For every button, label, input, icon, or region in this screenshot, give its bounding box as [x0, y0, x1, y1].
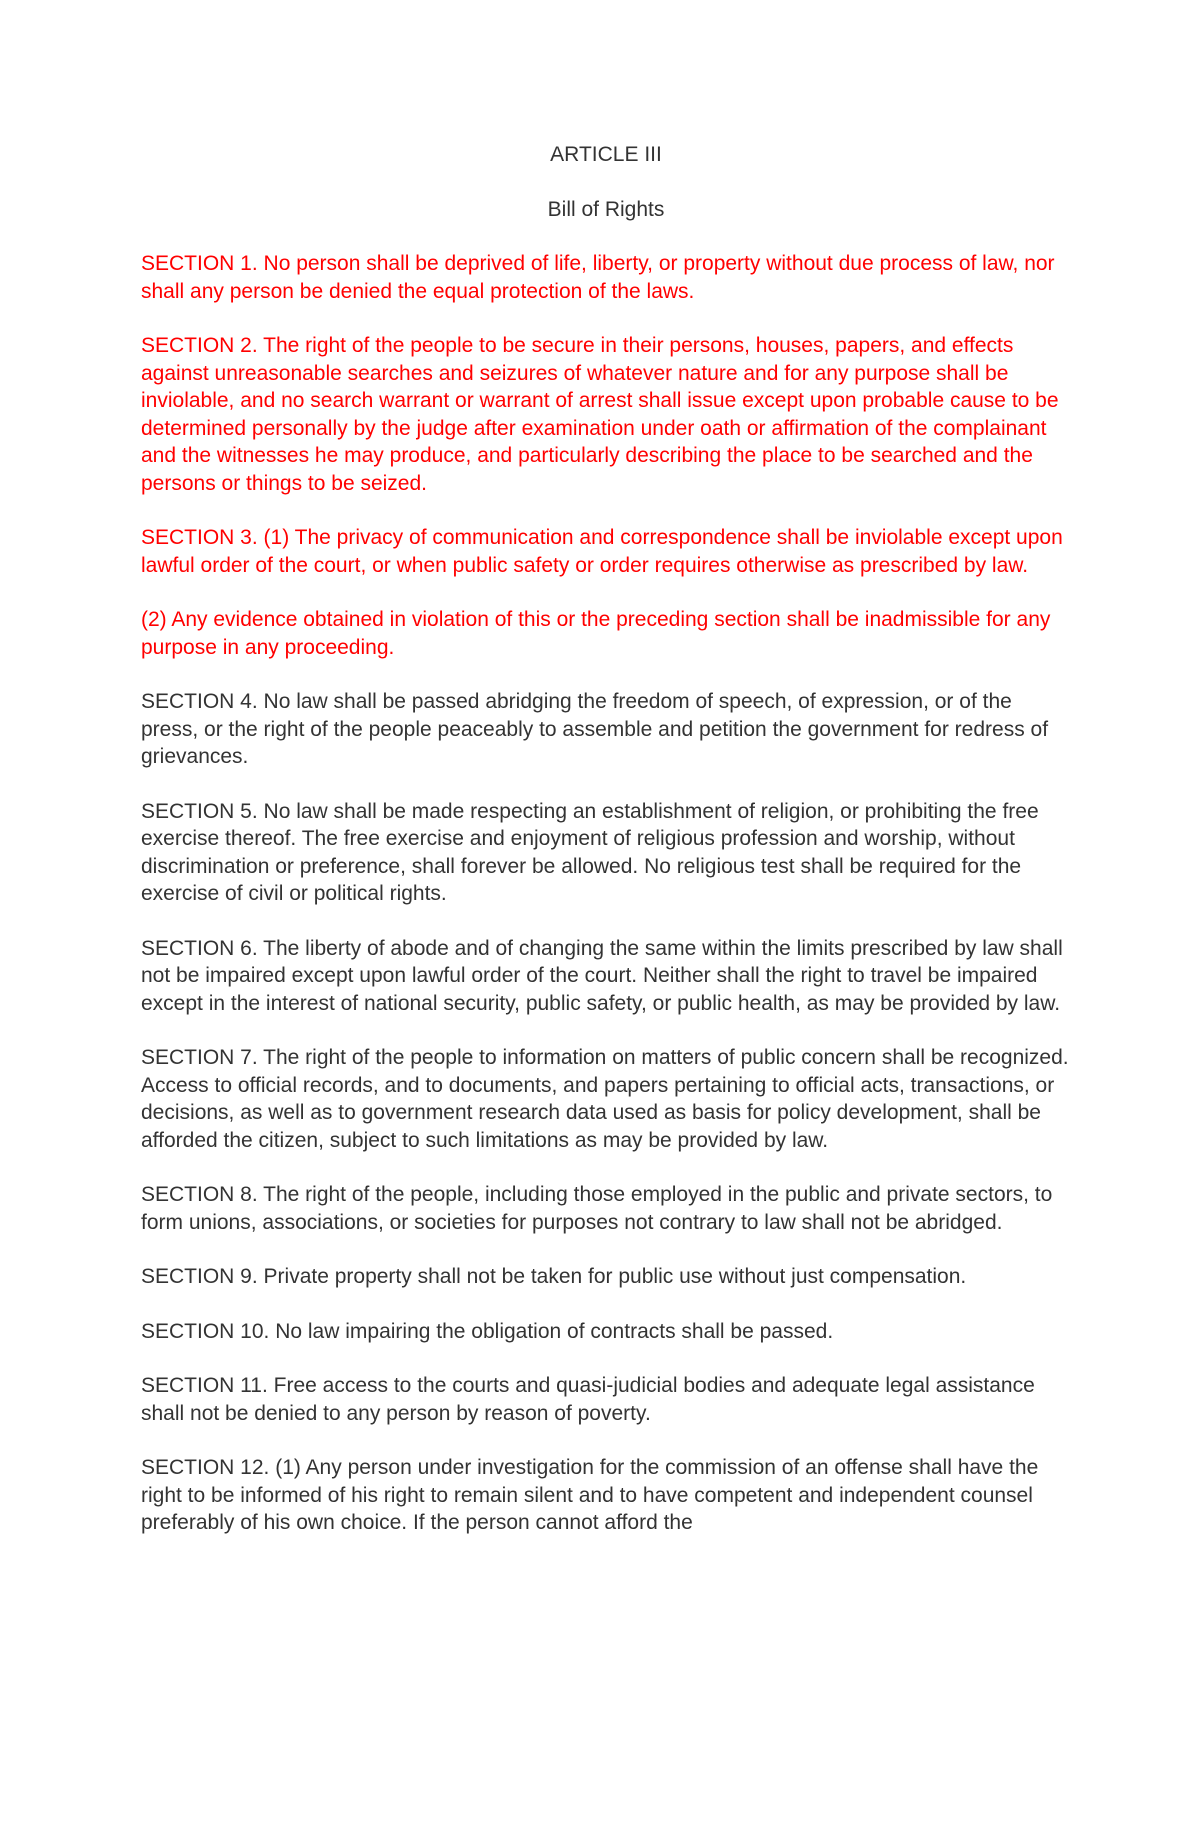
document-body: [141, 141, 1071, 1564]
section-7-paragraph: SECTION 7. The right of the people to information on matters of public concern shall be recognized. Access to official records, and to documents, and papers pertaining to official acts, transactions, or decisions, as well as to government research data used as basis for policy development, shall be afforded the citizen, subject to such limitations as may be provided by law.: [141, 1046, 1069, 1152]
section-9-paragraph: SECTION 9. Private property shall not be taken for public use without just compensation.: [141, 1265, 967, 1288]
section-11-paragraph: SECTION 11. Free access to the courts and quasi-judicial bodies and adequate legal assistance shall not be denied to any person by reason of poverty.: [141, 1374, 1035, 1425]
section-3-subparagraph-2: (2) Any evidence obtained in violation of this or the preceding section shall be inadmissible for any purpose in any proceeding.: [141, 608, 1051, 659]
section-6-paragraph: SECTION 6. The liberty of abode and of changing the same within the limits prescribed by law shall not be impaired except upon lawful order of the court. Neither shall the right to travel be impaired except in the interest of national security, public safety, or public health, as may be provided by law.: [141, 936, 1063, 1015]
section-5-paragraph: SECTION 5. No law shall be made respecting an establishment of religion, or prohibiting the free exercise thereof. The free exercise and enjoyment of religious profession and worship, without discrimination or preference, shall forever be allowed. No religious test shall be required for the exercise of civil or political rights.: [141, 799, 1039, 905]
section-10-paragraph: SECTION 10. No law impairing the obligation of contracts shall be passed.: [141, 1319, 834, 1343]
section-3-paragraph: SECTION 3. (1) The privacy of communication and correspondence shall be inviolable except upon lawful order of the court, or when public safety or order requires otherwise as prescribed by law.: [141, 526, 1063, 577]
article-subtitle: Bill of Rights: [547, 197, 665, 221]
section-1-paragraph: SECTION 1. No person shall be deprived of life, liberty, or property without due process of law, nor shall any person be denied the equal protection of the laws.: [141, 252, 1055, 303]
section-2-paragraph: SECTION 2. The right of the people to be secure in their persons, houses, papers, and effects against unreasonable searches and seizures of whatever nature and for any purpose shall be inviolable, and no search warrant or warrant of arrest shall issue except upon probable cause to be determined personally by the judge after examination under oath or affirmation of the complainant and the witnesses he may produce, and particularly describing the place to be searched and the persons or things to be seized.: [141, 334, 1059, 495]
section-4-paragraph: SECTION 4. No law shall be passed abridging the freedom of speech, of expression, or of the press, or the right of the people peaceably to assemble and petition the government for redress of grievances.: [141, 690, 1049, 768]
section-12-paragraph: SECTION 12. (1) Any person under investigation for the commission of an offense shall have the right to be informed of his right to remain silent and to have competent and independent counsel preferably of his own choice. If the person cannot afford the: [141, 1456, 1039, 1534]
article-heading: ARTICLE III: [550, 143, 662, 166]
section-8-paragraph: SECTION 8. The right of the people, including those employed in the public and private sectors, to form unions, associations, or societies for purposes not contrary to law shall not be abridged.: [141, 1183, 1053, 1234]
